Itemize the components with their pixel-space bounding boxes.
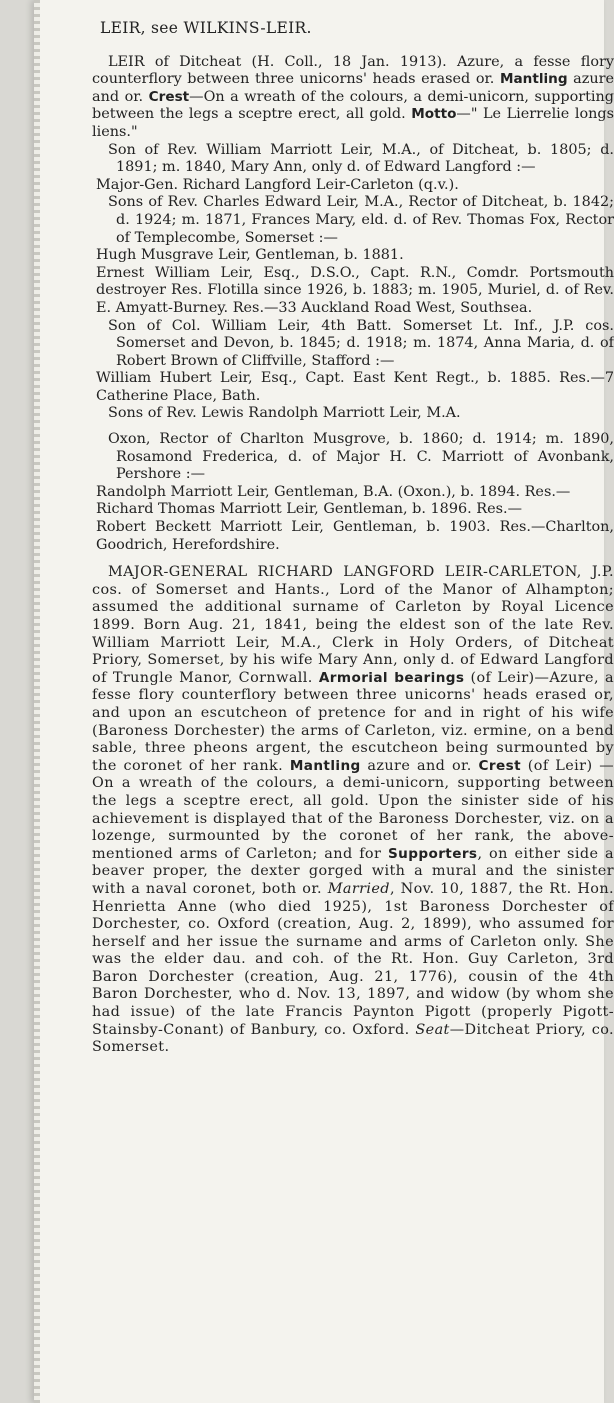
- bio-intro: MAJOR-GENERAL RICHARD LANGFORD LEIR-CARLETON, J.P. cos. of Somerset and Hants., Lord of the Manor of Alhampton; assumed the additional surname of Carleton by Royal Licence 1899. Born Aug. 21, 1841, being the eldest son of the late Rev. William Marriott Leir, M.A., Clerk in Holy Orders, of Ditcheat Priory, Somerset, by his wife Mary Ann, only d. of Edward Langford of Trungle Manor, Cornwall.: [92, 564, 614, 686]
- lineage-item: Ernest William Leir, Esq., D.S.O., Capt. R.N., Comdr. Portsmouth destroyer Res. Flotilla since 1926, b. 1883; m. 1905, Muriel, d. of Rev. E. Amyatt-Burney. Res.—33 Auckland Road West, Southsea.: [96, 264, 614, 316]
- bio-mantling: azure and or.: [360, 757, 479, 774]
- mantling-text: azure and or.: [92, 71, 614, 105]
- mantling-label: Mantling: [499, 71, 568, 88]
- section-gap: [92, 554, 614, 564]
- lineage-item: Randolph Marriott Leir, Gentleman, B.A. (Oxon.), b. 1894. Res.—: [96, 483, 571, 500]
- married-label: Married: [327, 880, 390, 897]
- armorial-bearings-label: Armorial bearings: [318, 669, 465, 686]
- bio-arms: (of Leir)—Azure, a fesse flory counterflory between three unicorns' heads erased or, and upon an escutcheon of pretence for and in right of his wife (Baroness Dorchester) the arms of Carleton, viz. ermine, on a bend sable, three pheons argent, the escutcheon being surmounted by the coronet of her rank.: [92, 669, 614, 774]
- motto-text: —" Le Lierrelie longs liens.": [92, 106, 614, 140]
- bio-married: , Nov. 10, 1887, the Rt. Hon. Henrietta Anne (who died 1925), 1st Baroness Dorchester of Dorchester, co. Oxford (creation, Aug. 2, 1899), who assumed for herself and her issue the surname and arms of Carleton only. She was the elder dau. and coh. of the Rt. Hon. Guy Carleton, 3rd Baron Dorchester (creation, Aug. 21, 1776), cousin of the 4th Baron Dorchester, who d. Nov. 13, 1897, and widow (by whom she had issue) of the late Francis Paynton Pigott (properly Pigott-Stainsby-Conant) of Banbury, co. Oxford.: [92, 880, 614, 1038]
- lineage-item: Sons of Rev. Lewis Randolph Marriott Leir, M.A.: [108, 405, 461, 422]
- bio-crest-label: Crest: [478, 757, 521, 774]
- lineage-item: Hugh Musgrave Leir, Gentleman, b. 1881.: [96, 247, 404, 264]
- lineage-item: Oxon, Rector of Charlton Musgrove, b. 1860; d. 1914; m. 1890, Rosamond Frederica, d. of Major H. C. Marriott of Avonbank, Pershore :—: [108, 431, 614, 483]
- bio-mantling-label: Mantling: [289, 757, 361, 774]
- biography: [92, 564, 614, 1057]
- document-text: [92, 20, 614, 1057]
- bio-crest: (of Leir) — On a wreath of the colours, a demi-unicorn, supporting between the legs a sceptre erect, all gold. Upon the sinister side of his achievement is displayed that of the Baroness Dorchester, viz. on a lozenge, surmounted by the coronet of her rank, the above-mentioned arms of Carleton; and for: [92, 757, 614, 862]
- cross-reference-heading: LEIR, see WILKINS-LEIR.: [100, 19, 312, 37]
- supporters-label: Supporters: [387, 845, 478, 862]
- lineage-list: [92, 142, 614, 555]
- seat-label: Seat: [415, 1021, 450, 1038]
- page-paper: [34, 0, 614, 1403]
- lineage-item: Major-Gen. Richard Langford Leir-Carleton (q.v.).: [96, 176, 459, 193]
- bio-supporters: , on either side a beaver proper, the dexter gorged with a mural and the sinister with a naval coronet, both or.: [92, 845, 614, 897]
- lineage-item: Sons of Rev. Charles Edward Leir, M.A., Rector of Ditcheat, b. 1842; d. 1924; m. 1871, Frances Mary, eld. d. of Rev. Thomas Fox, Rector of Templecombe, Somerset :—: [108, 194, 614, 246]
- lineage-item: Son of Rev. William Marriott Leir, M.A., of Ditcheat, b. 1805; d. 1891; m. 1840, Mary Ann, only d. of Edward Langford :—: [108, 141, 614, 176]
- arms-entry: [92, 54, 614, 142]
- lineage-item: Richard Thomas Marriott Leir, Gentleman, b. 1896. Res.—: [96, 501, 522, 518]
- bio-seat: —Ditcheat Priory, co. Somerset.: [92, 1021, 614, 1056]
- entry-title: LEIR of Ditcheat (H. Coll., 18 Jan. 1913). Azure, a fesse flory counterflory between three unicorns' heads erased or.: [92, 53, 614, 88]
- motto-label: Motto: [411, 106, 457, 123]
- crest-text: —On a wreath of the colours, a demi-unicorn, supporting between the legs a sceptre erect, all gold.: [92, 88, 614, 123]
- lineage-item: William Hubert Leir, Esq., Capt. East Kent Regt., b. 1885. Res.—7 Catherine Place, Bath.: [96, 370, 614, 404]
- crest-label: Crest: [148, 88, 190, 105]
- lineage-item: Robert Beckett Marriott Leir, Gentleman, b. 1903. Res.—Charlton, Goodrich, Herefordshire.: [96, 519, 614, 553]
- lineage-item: Son of Col. William Leir, 4th Batt. Somerset Lt. Inf., J.P. cos. Somerset and Devon, b. 1845; d. 1918; m. 1874, Anna Maria, d. of Robert Brown of Cliffville, Stafford :—: [108, 317, 614, 369]
